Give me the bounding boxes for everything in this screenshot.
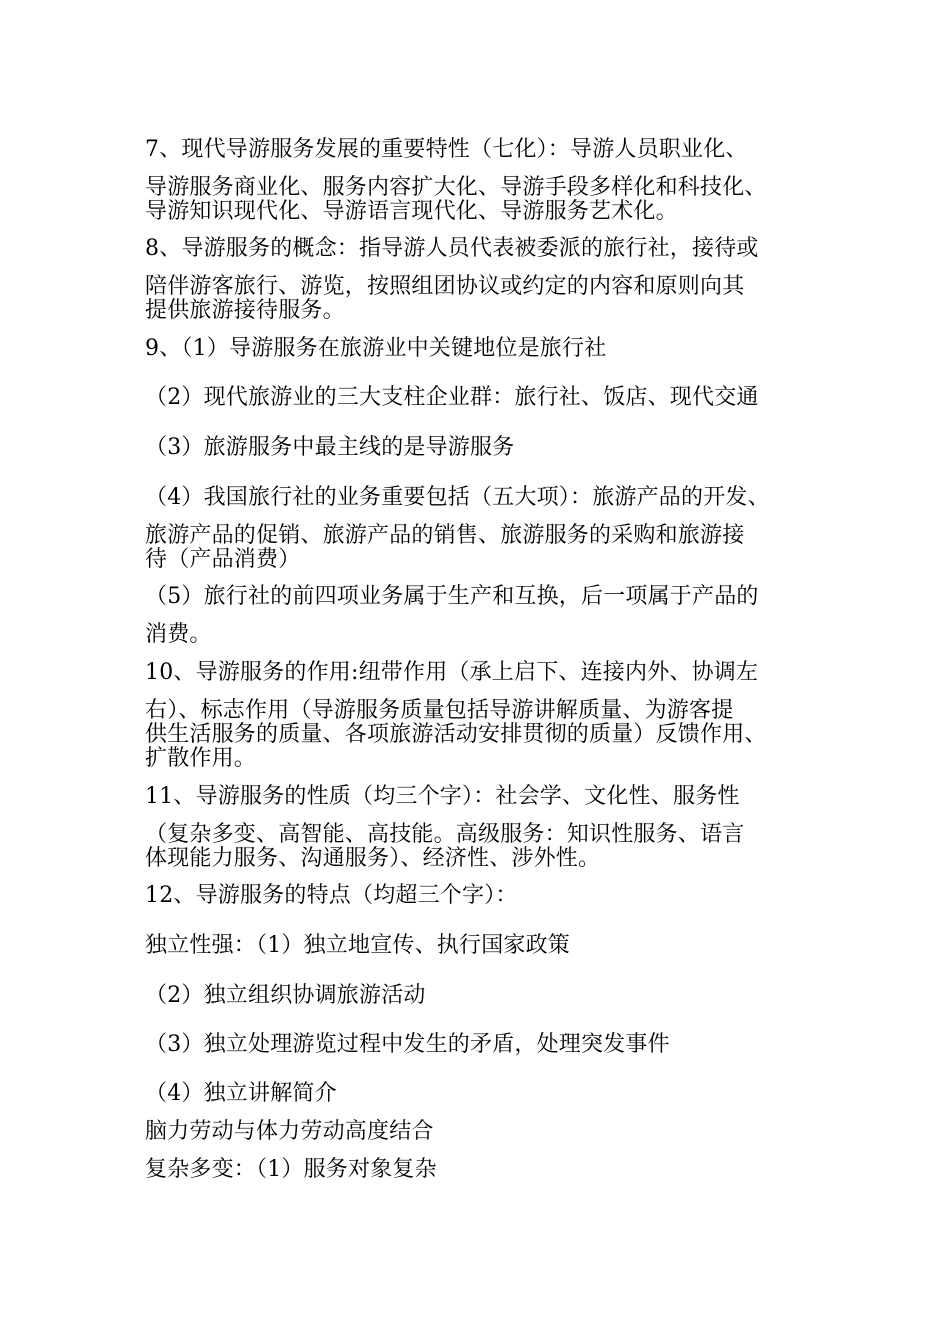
text-line-7: 9、（1）导游服务在旅游业中关键地位是旅行社 (145, 336, 607, 361)
text-line-27: 脑力劳动与体力劳动高度结合 (145, 1119, 434, 1144)
text-line-13: （5）旅行社的前四项业务属于生产和互换，后一项属于产品的 (145, 584, 759, 609)
text-line-17: 供生活服务的质量、各项旅游活动安排贯彻的质量）反馈作用、 (145, 722, 767, 747)
text-line-19: 11、导游服务的性质（均三个字）：社会学、文化性、服务性 (145, 784, 740, 809)
text-line-2: 导游服务商业化、服务内容扩大化、导游手段多样化和科技化、 (145, 175, 767, 200)
text-line-5: 陪伴游客旅行、游览，按照组团协议或约定的内容和原则向其 (145, 274, 745, 299)
text-line-26: （4）独立讲解简介 (145, 1081, 337, 1106)
text-line-24: （2）独立组织协调旅游活动 (145, 983, 426, 1008)
text-line-23: 独立性强：（1）独立地宣传、执行国家政策 (145, 933, 570, 958)
text-line-25: （3）独立处理游览过程中发生的矛盾，处理突发事件 (145, 1032, 670, 1057)
text-line-10: （4）我国旅行社的业务重要包括（五大项）：旅游产品的开发、 (145, 485, 770, 510)
text-line-15: 10、导游服务的作用:纽带作用（承上启下、连接内外、协调左 (145, 660, 759, 685)
text-line-6: 提供旅游接待服务。 (145, 298, 345, 323)
text-line-16: 右）、标志作用（导游服务质量包括导游讲解质量、为游客提 (145, 698, 734, 723)
text-line-4: 8、导游服务的概念：指导游人员代表被委派的旅行社，接待或 (145, 236, 759, 261)
text-line-1: 7、现代导游服务发展的重要特性（七化）：导游人员职业化、 (145, 137, 748, 162)
text-line-22: 12、导游服务的特点（均超三个字）： (145, 883, 518, 908)
text-line-9: （3）旅游服务中最主线的是导游服务 (145, 435, 515, 460)
text-line-8: （2）现代旅游业的三大支柱企业群：旅行社、饭店、现代交通 (145, 385, 759, 410)
text-line-11: 旅游产品的促销、旅游产品的销售、旅游服务的采购和旅游接 (145, 523, 745, 548)
text-line-3: 导游知识现代化、导游语言现代化、导游服务艺术化。 (145, 199, 678, 224)
text-line-28: 复杂多变：（1）服务对象复杂 (145, 1157, 437, 1182)
text-line-20: （复杂多变、高智能、高技能。高级服务：知识性服务、语言 (145, 822, 745, 847)
text-line-14: 消费。 (145, 622, 212, 647)
text-line-18: 扩散作用。 (145, 746, 257, 771)
text-line-12: 待（产品消费） (145, 547, 301, 572)
text-line-21: 体现能力服务、沟通服务）、经济性、涉外性。 (145, 846, 601, 871)
